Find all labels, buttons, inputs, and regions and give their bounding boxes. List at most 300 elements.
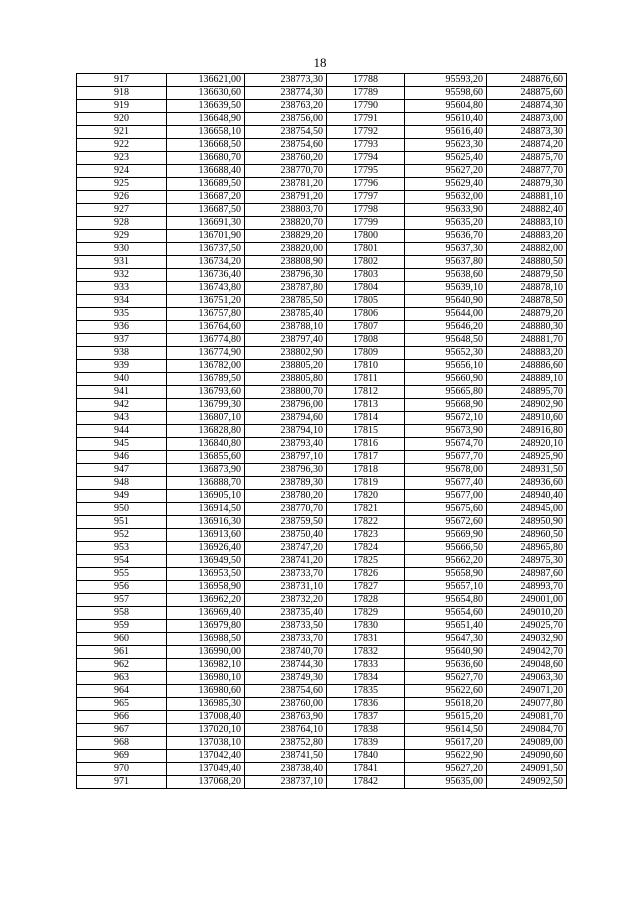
y-coordinate-cell: 248889,10 bbox=[487, 373, 567, 386]
table-row bbox=[77, 113, 567, 126]
point-number-cell: 939 bbox=[77, 360, 167, 373]
y-coordinate-cell: 248879,30 bbox=[487, 178, 567, 191]
point-number-cell: 17796 bbox=[327, 178, 405, 191]
x-coordinate-cell: 136855,60 bbox=[167, 451, 245, 464]
point-number-cell: 17801 bbox=[327, 243, 405, 256]
y-coordinate-cell: 238800,70 bbox=[245, 386, 327, 399]
point-number-cell: 17817 bbox=[327, 451, 405, 464]
x-coordinate-cell: 136687,50 bbox=[167, 204, 245, 217]
x-coordinate-cell: 95637,30 bbox=[405, 243, 487, 256]
table-row bbox=[77, 100, 567, 113]
x-coordinate-cell: 95665,80 bbox=[405, 386, 487, 399]
y-coordinate-cell: 248895,70 bbox=[487, 386, 567, 399]
point-number-cell: 17788 bbox=[327, 74, 405, 87]
y-coordinate-cell: 248950,90 bbox=[487, 516, 567, 529]
x-coordinate-cell: 136751,20 bbox=[167, 295, 245, 308]
x-coordinate-cell: 95651,40 bbox=[405, 620, 487, 633]
x-coordinate-cell: 136969,40 bbox=[167, 607, 245, 620]
point-number-cell: 17825 bbox=[327, 555, 405, 568]
point-number-cell: 925 bbox=[77, 178, 167, 191]
table-row bbox=[77, 620, 567, 633]
point-number-cell: 954 bbox=[77, 555, 167, 568]
y-coordinate-cell: 248916,80 bbox=[487, 425, 567, 438]
x-coordinate-cell: 95618,20 bbox=[405, 698, 487, 711]
y-coordinate-cell: 238740,70 bbox=[245, 646, 327, 659]
y-coordinate-cell: 238754,60 bbox=[245, 685, 327, 698]
x-coordinate-cell: 136639,50 bbox=[167, 100, 245, 113]
x-coordinate-cell: 136782,00 bbox=[167, 360, 245, 373]
table-row bbox=[77, 594, 567, 607]
x-coordinate-cell: 95633,90 bbox=[405, 204, 487, 217]
y-coordinate-cell: 238752,80 bbox=[245, 737, 327, 750]
x-coordinate-cell: 136691,30 bbox=[167, 217, 245, 230]
point-number-cell: 970 bbox=[77, 763, 167, 776]
y-coordinate-cell: 238820,00 bbox=[245, 243, 327, 256]
point-number-cell: 17797 bbox=[327, 191, 405, 204]
y-coordinate-cell: 238749,30 bbox=[245, 672, 327, 685]
table-row bbox=[77, 477, 567, 490]
point-number-cell: 942 bbox=[77, 399, 167, 412]
x-coordinate-cell: 136734,20 bbox=[167, 256, 245, 269]
point-number-cell: 946 bbox=[77, 451, 167, 464]
table-row bbox=[77, 646, 567, 659]
x-coordinate-cell: 95656,10 bbox=[405, 360, 487, 373]
point-number-cell: 936 bbox=[77, 321, 167, 334]
point-number-cell: 17789 bbox=[327, 87, 405, 100]
point-number-cell: 950 bbox=[77, 503, 167, 516]
x-coordinate-cell: 95616,40 bbox=[405, 126, 487, 139]
x-coordinate-cell: 95648,50 bbox=[405, 334, 487, 347]
x-coordinate-cell: 95636,70 bbox=[405, 230, 487, 243]
table-row bbox=[77, 191, 567, 204]
x-coordinate-cell: 136953,50 bbox=[167, 568, 245, 581]
x-coordinate-cell: 95593,20 bbox=[405, 74, 487, 87]
x-coordinate-cell: 95614,50 bbox=[405, 724, 487, 737]
y-coordinate-cell: 238820,70 bbox=[245, 217, 327, 230]
x-coordinate-cell: 136764,60 bbox=[167, 321, 245, 334]
x-coordinate-cell: 95668,90 bbox=[405, 399, 487, 412]
x-coordinate-cell: 136914,50 bbox=[167, 503, 245, 516]
point-number-cell: 947 bbox=[77, 464, 167, 477]
point-number-cell: 17818 bbox=[327, 464, 405, 477]
point-number-cell: 17824 bbox=[327, 542, 405, 555]
y-coordinate-cell: 238733,70 bbox=[245, 568, 327, 581]
table-row bbox=[77, 503, 567, 516]
y-coordinate-cell: 238732,20 bbox=[245, 594, 327, 607]
x-coordinate-cell: 136774,90 bbox=[167, 347, 245, 360]
x-coordinate-cell: 95677,70 bbox=[405, 451, 487, 464]
y-coordinate-cell: 238763,90 bbox=[245, 711, 327, 724]
point-number-cell: 17836 bbox=[327, 698, 405, 711]
table-row bbox=[77, 321, 567, 334]
table-row bbox=[77, 204, 567, 217]
y-coordinate-cell: 248877,70 bbox=[487, 165, 567, 178]
x-coordinate-cell: 136958,90 bbox=[167, 581, 245, 594]
table-row bbox=[77, 698, 567, 711]
y-coordinate-cell: 248879,20 bbox=[487, 308, 567, 321]
table-row bbox=[77, 282, 567, 295]
point-number-cell: 17806 bbox=[327, 308, 405, 321]
y-coordinate-cell: 238737,10 bbox=[245, 776, 327, 789]
point-number-cell: 17808 bbox=[327, 334, 405, 347]
point-number-cell: 17792 bbox=[327, 126, 405, 139]
point-number-cell: 17823 bbox=[327, 529, 405, 542]
y-coordinate-cell: 238794,60 bbox=[245, 412, 327, 425]
point-number-cell: 926 bbox=[77, 191, 167, 204]
point-number-cell: 945 bbox=[77, 438, 167, 451]
table-row bbox=[77, 178, 567, 191]
y-coordinate-cell: 249025,70 bbox=[487, 620, 567, 633]
y-coordinate-cell: 238796,00 bbox=[245, 399, 327, 412]
y-coordinate-cell: 248931,50 bbox=[487, 464, 567, 477]
x-coordinate-cell: 136926,40 bbox=[167, 542, 245, 555]
point-number-cell: 958 bbox=[77, 607, 167, 620]
point-number-cell: 971 bbox=[77, 776, 167, 789]
y-coordinate-cell: 238797,10 bbox=[245, 451, 327, 464]
x-coordinate-cell: 95635,20 bbox=[405, 217, 487, 230]
table-row bbox=[77, 555, 567, 568]
point-number-cell: 966 bbox=[77, 711, 167, 724]
y-coordinate-cell: 238805,80 bbox=[245, 373, 327, 386]
x-coordinate-cell: 136985,30 bbox=[167, 698, 245, 711]
point-number-cell: 918 bbox=[77, 87, 167, 100]
x-coordinate-cell: 136774,80 bbox=[167, 334, 245, 347]
x-coordinate-cell: 136913,60 bbox=[167, 529, 245, 542]
y-coordinate-cell: 238789,30 bbox=[245, 477, 327, 490]
y-coordinate-cell: 238759,50 bbox=[245, 516, 327, 529]
table-row bbox=[77, 464, 567, 477]
x-coordinate-cell: 95629,40 bbox=[405, 178, 487, 191]
x-coordinate-cell: 95598,60 bbox=[405, 87, 487, 100]
y-coordinate-cell: 238797,40 bbox=[245, 334, 327, 347]
coordinates-table-body bbox=[77, 74, 567, 789]
x-coordinate-cell: 136793,60 bbox=[167, 386, 245, 399]
point-number-cell: 967 bbox=[77, 724, 167, 737]
y-coordinate-cell: 238731,10 bbox=[245, 581, 327, 594]
point-number-cell: 17842 bbox=[327, 776, 405, 789]
x-coordinate-cell: 136701,90 bbox=[167, 230, 245, 243]
point-number-cell: 17814 bbox=[327, 412, 405, 425]
point-number-cell: 17826 bbox=[327, 568, 405, 581]
point-number-cell: 956 bbox=[77, 581, 167, 594]
point-number-cell: 17829 bbox=[327, 607, 405, 620]
point-number-cell: 920 bbox=[77, 113, 167, 126]
point-number-cell: 927 bbox=[77, 204, 167, 217]
y-coordinate-cell: 248960,50 bbox=[487, 529, 567, 542]
y-coordinate-cell: 248882,40 bbox=[487, 204, 567, 217]
point-number-cell: 17809 bbox=[327, 347, 405, 360]
table-row bbox=[77, 737, 567, 750]
point-number-cell: 968 bbox=[77, 737, 167, 750]
table-row bbox=[77, 165, 567, 178]
y-coordinate-cell: 248874,30 bbox=[487, 100, 567, 113]
x-coordinate-cell: 137042,40 bbox=[167, 750, 245, 763]
x-coordinate-cell: 95666,50 bbox=[405, 542, 487, 555]
point-number-cell: 17819 bbox=[327, 477, 405, 490]
y-coordinate-cell: 249063,30 bbox=[487, 672, 567, 685]
y-coordinate-cell: 238802,90 bbox=[245, 347, 327, 360]
x-coordinate-cell: 95654,60 bbox=[405, 607, 487, 620]
y-coordinate-cell: 238774,30 bbox=[245, 87, 327, 100]
table-row bbox=[77, 685, 567, 698]
y-coordinate-cell: 238744,30 bbox=[245, 659, 327, 672]
x-coordinate-cell: 95647,30 bbox=[405, 633, 487, 646]
table-row bbox=[77, 295, 567, 308]
y-coordinate-cell: 249001,00 bbox=[487, 594, 567, 607]
point-number-cell: 17833 bbox=[327, 659, 405, 672]
y-coordinate-cell: 248878,50 bbox=[487, 295, 567, 308]
x-coordinate-cell: 136807,10 bbox=[167, 412, 245, 425]
table-row bbox=[77, 568, 567, 581]
point-number-cell: 17837 bbox=[327, 711, 405, 724]
x-coordinate-cell: 137008,40 bbox=[167, 711, 245, 724]
table-row bbox=[77, 659, 567, 672]
y-coordinate-cell: 248875,70 bbox=[487, 152, 567, 165]
x-coordinate-cell: 95675,60 bbox=[405, 503, 487, 516]
x-coordinate-cell: 95632,00 bbox=[405, 191, 487, 204]
point-number-cell: 941 bbox=[77, 386, 167, 399]
point-number-cell: 965 bbox=[77, 698, 167, 711]
y-coordinate-cell: 248886,60 bbox=[487, 360, 567, 373]
x-coordinate-cell: 95622,60 bbox=[405, 685, 487, 698]
x-coordinate-cell: 136799,30 bbox=[167, 399, 245, 412]
y-coordinate-cell: 238803,70 bbox=[245, 204, 327, 217]
x-coordinate-cell: 136980,10 bbox=[167, 672, 245, 685]
table-row bbox=[77, 360, 567, 373]
y-coordinate-cell: 238770,70 bbox=[245, 503, 327, 516]
x-coordinate-cell: 95635,00 bbox=[405, 776, 487, 789]
y-coordinate-cell: 238756,00 bbox=[245, 113, 327, 126]
x-coordinate-cell: 136658,10 bbox=[167, 126, 245, 139]
y-coordinate-cell: 248883,10 bbox=[487, 217, 567, 230]
y-coordinate-cell: 248882,00 bbox=[487, 243, 567, 256]
table-row bbox=[77, 711, 567, 724]
point-number-cell: 17803 bbox=[327, 269, 405, 282]
point-number-cell: 17794 bbox=[327, 152, 405, 165]
y-coordinate-cell: 238764,10 bbox=[245, 724, 327, 737]
y-coordinate-cell: 248881,10 bbox=[487, 191, 567, 204]
y-coordinate-cell: 238733,70 bbox=[245, 633, 327, 646]
point-number-cell: 17790 bbox=[327, 100, 405, 113]
y-coordinate-cell: 238808,90 bbox=[245, 256, 327, 269]
y-coordinate-cell: 238785,40 bbox=[245, 308, 327, 321]
point-number-cell: 17802 bbox=[327, 256, 405, 269]
x-coordinate-cell: 95610,40 bbox=[405, 113, 487, 126]
point-number-cell: 17821 bbox=[327, 503, 405, 516]
x-coordinate-cell: 136789,50 bbox=[167, 373, 245, 386]
y-coordinate-cell: 238805,20 bbox=[245, 360, 327, 373]
point-number-cell: 953 bbox=[77, 542, 167, 555]
point-number-cell: 960 bbox=[77, 633, 167, 646]
x-coordinate-cell: 136680,70 bbox=[167, 152, 245, 165]
point-number-cell: 17795 bbox=[327, 165, 405, 178]
y-coordinate-cell: 238738,40 bbox=[245, 763, 327, 776]
x-coordinate-cell: 95639,10 bbox=[405, 282, 487, 295]
x-coordinate-cell: 136982,10 bbox=[167, 659, 245, 672]
table-row bbox=[77, 542, 567, 555]
y-coordinate-cell: 249048,60 bbox=[487, 659, 567, 672]
point-number-cell: 940 bbox=[77, 373, 167, 386]
x-coordinate-cell: 136757,80 bbox=[167, 308, 245, 321]
x-coordinate-cell: 137049,40 bbox=[167, 763, 245, 776]
y-coordinate-cell: 248940,40 bbox=[487, 490, 567, 503]
point-number-cell: 957 bbox=[77, 594, 167, 607]
x-coordinate-cell: 136980,60 bbox=[167, 685, 245, 698]
x-coordinate-cell: 136979,80 bbox=[167, 620, 245, 633]
x-coordinate-cell: 95669,90 bbox=[405, 529, 487, 542]
table-row bbox=[77, 581, 567, 594]
y-coordinate-cell: 248874,20 bbox=[487, 139, 567, 152]
x-coordinate-cell: 136990,00 bbox=[167, 646, 245, 659]
point-number-cell: 17815 bbox=[327, 425, 405, 438]
table-row bbox=[77, 152, 567, 165]
table-row bbox=[77, 529, 567, 542]
x-coordinate-cell: 137020,10 bbox=[167, 724, 245, 737]
table-row bbox=[77, 87, 567, 100]
table-row bbox=[77, 243, 567, 256]
x-coordinate-cell: 95640,90 bbox=[405, 295, 487, 308]
y-coordinate-cell: 238787,80 bbox=[245, 282, 327, 295]
y-coordinate-cell: 248902,90 bbox=[487, 399, 567, 412]
x-coordinate-cell: 136873,90 bbox=[167, 464, 245, 477]
table-row bbox=[77, 724, 567, 737]
y-coordinate-cell: 248880,30 bbox=[487, 321, 567, 334]
point-number-cell: 17791 bbox=[327, 113, 405, 126]
point-number-cell: 17835 bbox=[327, 685, 405, 698]
point-number-cell: 17804 bbox=[327, 282, 405, 295]
y-coordinate-cell: 248987,60 bbox=[487, 568, 567, 581]
y-coordinate-cell: 249010,20 bbox=[487, 607, 567, 620]
x-coordinate-cell: 95627,20 bbox=[405, 763, 487, 776]
x-coordinate-cell: 95657,10 bbox=[405, 581, 487, 594]
table-row bbox=[77, 438, 567, 451]
y-coordinate-cell: 249090,60 bbox=[487, 750, 567, 763]
point-number-cell: 17807 bbox=[327, 321, 405, 334]
y-coordinate-cell: 238788,10 bbox=[245, 321, 327, 334]
y-coordinate-cell: 238796,30 bbox=[245, 269, 327, 282]
y-coordinate-cell: 238781,20 bbox=[245, 178, 327, 191]
point-number-cell: 17793 bbox=[327, 139, 405, 152]
point-number-cell: 934 bbox=[77, 295, 167, 308]
table-row bbox=[77, 269, 567, 282]
point-number-cell: 17841 bbox=[327, 763, 405, 776]
y-coordinate-cell: 248936,60 bbox=[487, 477, 567, 490]
y-coordinate-cell: 248945,00 bbox=[487, 503, 567, 516]
table-row bbox=[77, 217, 567, 230]
point-number-cell: 948 bbox=[77, 477, 167, 490]
y-coordinate-cell: 248883,20 bbox=[487, 347, 567, 360]
x-coordinate-cell: 137038,10 bbox=[167, 737, 245, 750]
y-coordinate-cell: 248881,70 bbox=[487, 334, 567, 347]
y-coordinate-cell: 238754,50 bbox=[245, 126, 327, 139]
x-coordinate-cell: 136621,00 bbox=[167, 74, 245, 87]
x-coordinate-cell: 95622,90 bbox=[405, 750, 487, 763]
x-coordinate-cell: 136737,50 bbox=[167, 243, 245, 256]
y-coordinate-cell: 248925,90 bbox=[487, 451, 567, 464]
x-coordinate-cell: 95672,60 bbox=[405, 516, 487, 529]
x-coordinate-cell: 95674,70 bbox=[405, 438, 487, 451]
point-number-cell: 17839 bbox=[327, 737, 405, 750]
point-number-cell: 17830 bbox=[327, 620, 405, 633]
y-coordinate-cell: 248879,50 bbox=[487, 269, 567, 282]
y-coordinate-cell: 248873,30 bbox=[487, 126, 567, 139]
x-coordinate-cell: 95678,00 bbox=[405, 464, 487, 477]
y-coordinate-cell: 248876,60 bbox=[487, 74, 567, 87]
x-coordinate-cell: 95673,90 bbox=[405, 425, 487, 438]
x-coordinate-cell: 136888,70 bbox=[167, 477, 245, 490]
table-row bbox=[77, 750, 567, 763]
x-coordinate-cell: 95627,70 bbox=[405, 672, 487, 685]
y-coordinate-cell: 248880,50 bbox=[487, 256, 567, 269]
y-coordinate-cell: 238785,50 bbox=[245, 295, 327, 308]
y-coordinate-cell: 249042,70 bbox=[487, 646, 567, 659]
x-coordinate-cell: 95660,90 bbox=[405, 373, 487, 386]
x-coordinate-cell: 95677,40 bbox=[405, 477, 487, 490]
point-number-cell: 951 bbox=[77, 516, 167, 529]
point-number-cell: 937 bbox=[77, 334, 167, 347]
point-number-cell: 17812 bbox=[327, 386, 405, 399]
x-coordinate-cell: 95644,00 bbox=[405, 308, 487, 321]
table-row bbox=[77, 425, 567, 438]
point-number-cell: 17832 bbox=[327, 646, 405, 659]
point-number-cell: 17834 bbox=[327, 672, 405, 685]
y-coordinate-cell: 238770,70 bbox=[245, 165, 327, 178]
point-number-cell: 17816 bbox=[327, 438, 405, 451]
table-row bbox=[77, 373, 567, 386]
x-coordinate-cell: 95640,90 bbox=[405, 646, 487, 659]
table-row bbox=[77, 399, 567, 412]
point-number-cell: 17805 bbox=[327, 295, 405, 308]
y-coordinate-cell: 248873,00 bbox=[487, 113, 567, 126]
y-coordinate-cell: 249089,00 bbox=[487, 737, 567, 750]
x-coordinate-cell: 95617,20 bbox=[405, 737, 487, 750]
y-coordinate-cell: 249071,20 bbox=[487, 685, 567, 698]
x-coordinate-cell: 95615,20 bbox=[405, 711, 487, 724]
point-number-cell: 923 bbox=[77, 152, 167, 165]
table-row bbox=[77, 74, 567, 87]
x-coordinate-cell: 136648,90 bbox=[167, 113, 245, 126]
x-coordinate-cell: 95662,20 bbox=[405, 555, 487, 568]
point-number-cell: 17828 bbox=[327, 594, 405, 607]
y-coordinate-cell: 238793,40 bbox=[245, 438, 327, 451]
table-row bbox=[77, 334, 567, 347]
y-coordinate-cell: 249081,70 bbox=[487, 711, 567, 724]
y-coordinate-cell: 248965,80 bbox=[487, 542, 567, 555]
table-row bbox=[77, 139, 567, 152]
x-coordinate-cell: 95677,00 bbox=[405, 490, 487, 503]
y-coordinate-cell: 238741,20 bbox=[245, 555, 327, 568]
table-row bbox=[77, 672, 567, 685]
x-coordinate-cell: 95625,40 bbox=[405, 152, 487, 165]
x-coordinate-cell: 95623,30 bbox=[405, 139, 487, 152]
point-number-cell: 962 bbox=[77, 659, 167, 672]
coordinates-table bbox=[76, 73, 567, 789]
point-number-cell: 17798 bbox=[327, 204, 405, 217]
point-number-cell: 17800 bbox=[327, 230, 405, 243]
x-coordinate-cell: 95654,80 bbox=[405, 594, 487, 607]
point-number-cell: 955 bbox=[77, 568, 167, 581]
page-number: 18 bbox=[313, 55, 327, 70]
table-row bbox=[77, 230, 567, 243]
table-row bbox=[77, 126, 567, 139]
point-number-cell: 935 bbox=[77, 308, 167, 321]
x-coordinate-cell: 95627,20 bbox=[405, 165, 487, 178]
x-coordinate-cell: 136687,20 bbox=[167, 191, 245, 204]
point-number-cell: 928 bbox=[77, 217, 167, 230]
point-number-cell: 963 bbox=[77, 672, 167, 685]
table-row bbox=[77, 386, 567, 399]
point-number-cell: 17838 bbox=[327, 724, 405, 737]
